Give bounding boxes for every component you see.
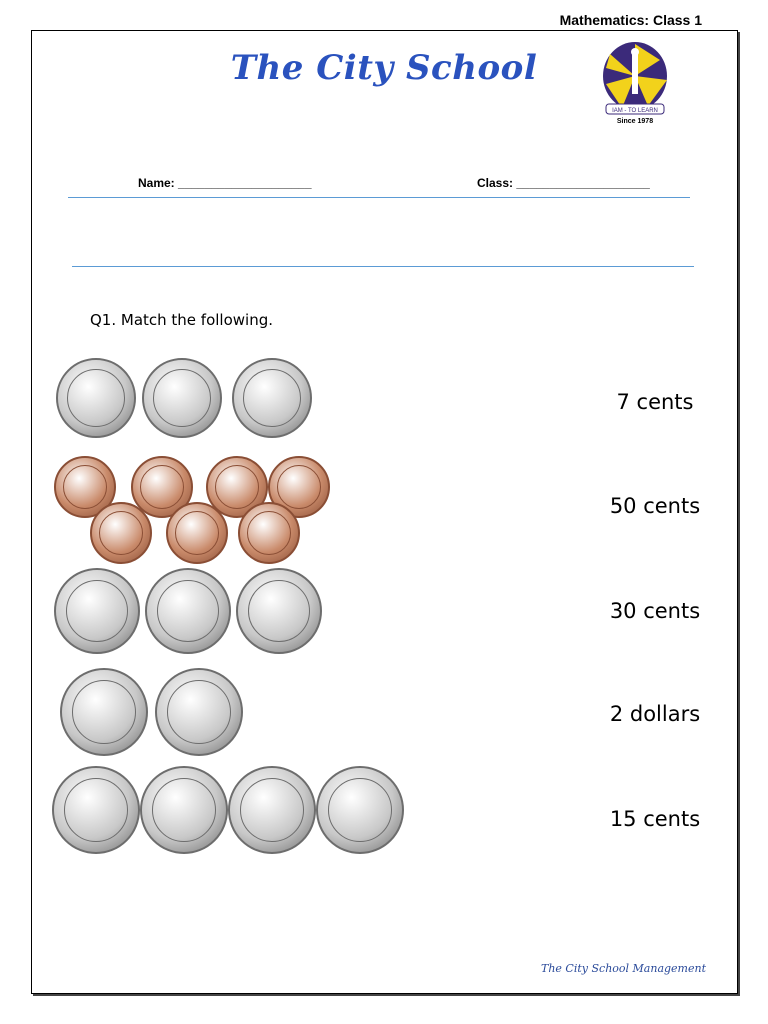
half-dollar-inner-ring <box>64 778 128 842</box>
penny-inner-ring <box>99 511 143 555</box>
half-dollar-coin <box>52 766 140 854</box>
quarter-coin <box>155 668 243 756</box>
nickel-inner-ring <box>66 580 128 642</box>
half-dollar-inner-ring <box>328 778 392 842</box>
since-year: Since 1978 <box>616 118 654 125</box>
penny-inner-ring <box>175 511 219 555</box>
nickel-coin <box>145 568 231 654</box>
subject-class-label: Mathematics: Class 1 <box>559 12 702 28</box>
quarter-inner-ring <box>72 680 136 744</box>
question-text: Q1. Match the following. <box>90 311 274 329</box>
penny-coin <box>166 502 228 564</box>
dime-inner-ring <box>67 369 125 427</box>
quarter-coin <box>60 668 148 756</box>
dime-coin <box>232 358 312 438</box>
penny-coin <box>90 502 152 564</box>
dime-inner-ring <box>243 369 301 427</box>
half-dollar-coin <box>228 766 316 854</box>
half-dollar-coin <box>316 766 404 854</box>
value-item-4: 2 dollars <box>609 702 701 726</box>
school-title: The City School <box>230 48 538 88</box>
value-item-2: 50 cents <box>609 494 701 518</box>
penny-inner-ring <box>247 511 291 555</box>
class-field[interactable]: Class: ____________________ <box>477 176 650 190</box>
name-field[interactable]: Name: ____________________ <box>138 176 312 190</box>
dime-coin <box>56 358 136 438</box>
half-dollar-inner-ring <box>240 778 304 842</box>
penny-inner-ring <box>277 465 321 509</box>
value-item-1: 7 cents <box>616 390 694 414</box>
logo-motto: IAM - TO LEARN <box>612 108 658 114</box>
rule-line-1 <box>68 197 690 198</box>
penny-inner-ring <box>215 465 259 509</box>
value-item-3: 30 cents <box>609 599 701 623</box>
nickel-inner-ring <box>248 580 310 642</box>
footer-credit: The City School Management <box>541 962 706 975</box>
half-dollar-coin <box>140 766 228 854</box>
penny-coin <box>238 502 300 564</box>
dime-inner-ring <box>153 369 211 427</box>
penny-inner-ring <box>63 465 107 509</box>
dime-coin <box>142 358 222 438</box>
nickel-coin <box>236 568 322 654</box>
rule-line-2 <box>72 266 694 267</box>
penny-inner-ring <box>140 465 184 509</box>
nickel-inner-ring <box>157 580 219 642</box>
quarter-inner-ring <box>167 680 231 744</box>
half-dollar-inner-ring <box>152 778 216 842</box>
nickel-coin <box>54 568 140 654</box>
value-item-5: 15 cents <box>609 807 701 831</box>
school-logo <box>600 40 670 130</box>
